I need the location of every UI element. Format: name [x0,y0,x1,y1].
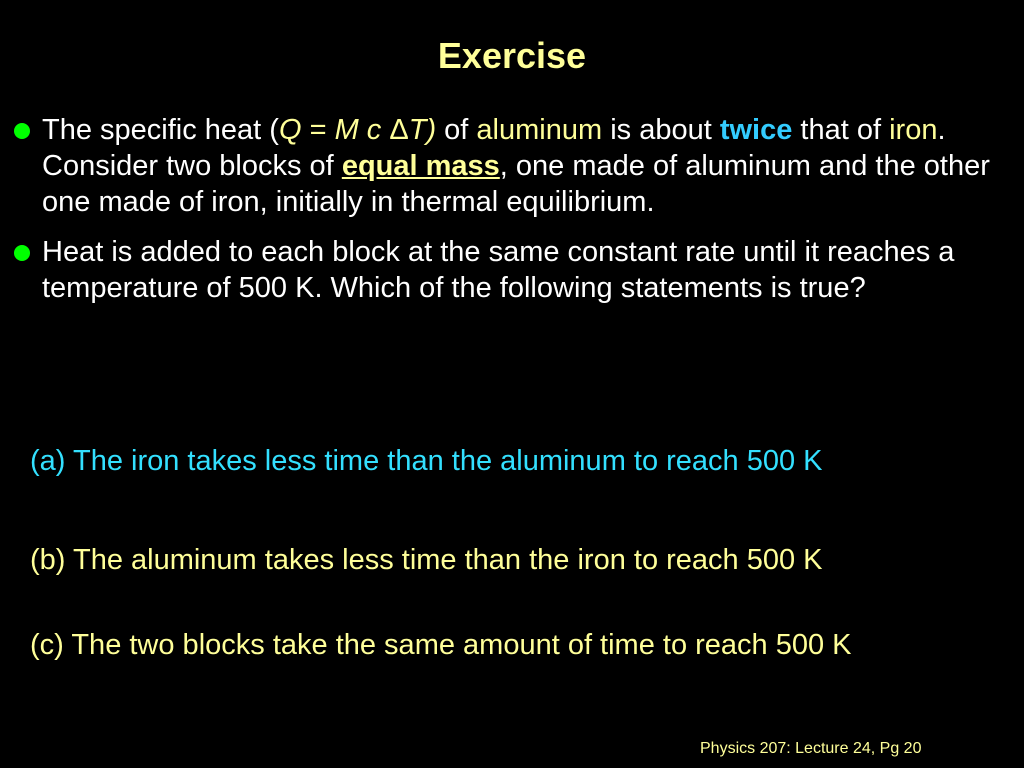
bullet1-text-2: of [436,114,477,146]
phrase-equal-mass: equal mass [341,150,500,182]
formula-delta: Δ [389,114,409,146]
word-iron: iron [889,114,938,146]
formula-t: T) [408,114,437,146]
slide-title: Exercise [437,35,587,76]
word-twice: twice [719,114,793,146]
bullet1-text-3: is about [602,114,720,146]
bullet2-text: Heat is added to each block at the same constant rate until it reaches a temperature of 500 K. Which of the following statements is true? [42,236,955,304]
bullet1-text-4: that of [792,114,890,146]
answer-option-c: (c) The two blocks take the same amount of time to reach 500 K [30,629,852,661]
answer-option-a: (a) The iron takes less time than the aluminum to reach 500 K [30,445,823,477]
formula-equals: = [301,114,335,146]
bullet-list [14,112,1004,320]
bullet1-text-6: , one made of aluminum and the other one made of iron, initially in thermal equilibrium. [42,150,990,218]
bullet1-text-5: . Consider two blocks of [42,114,946,182]
answer-option-b: (b) The aluminum takes less time than the iron to reach 500 K [30,544,823,576]
word-aluminum: aluminum [476,114,603,146]
green-bullet-icon [14,123,30,139]
bullet1-text-1: The specific heat ( [42,114,279,146]
formula-mc: M c [334,114,390,146]
green-bullet-icon [14,245,30,261]
slide-footer: Physics 207: Lecture 24, Pg 20 [700,740,922,757]
bullet-item-heat-added [14,234,1004,306]
bullet-item-specific-heat [14,112,1004,220]
formula-q: Q [278,114,302,146]
